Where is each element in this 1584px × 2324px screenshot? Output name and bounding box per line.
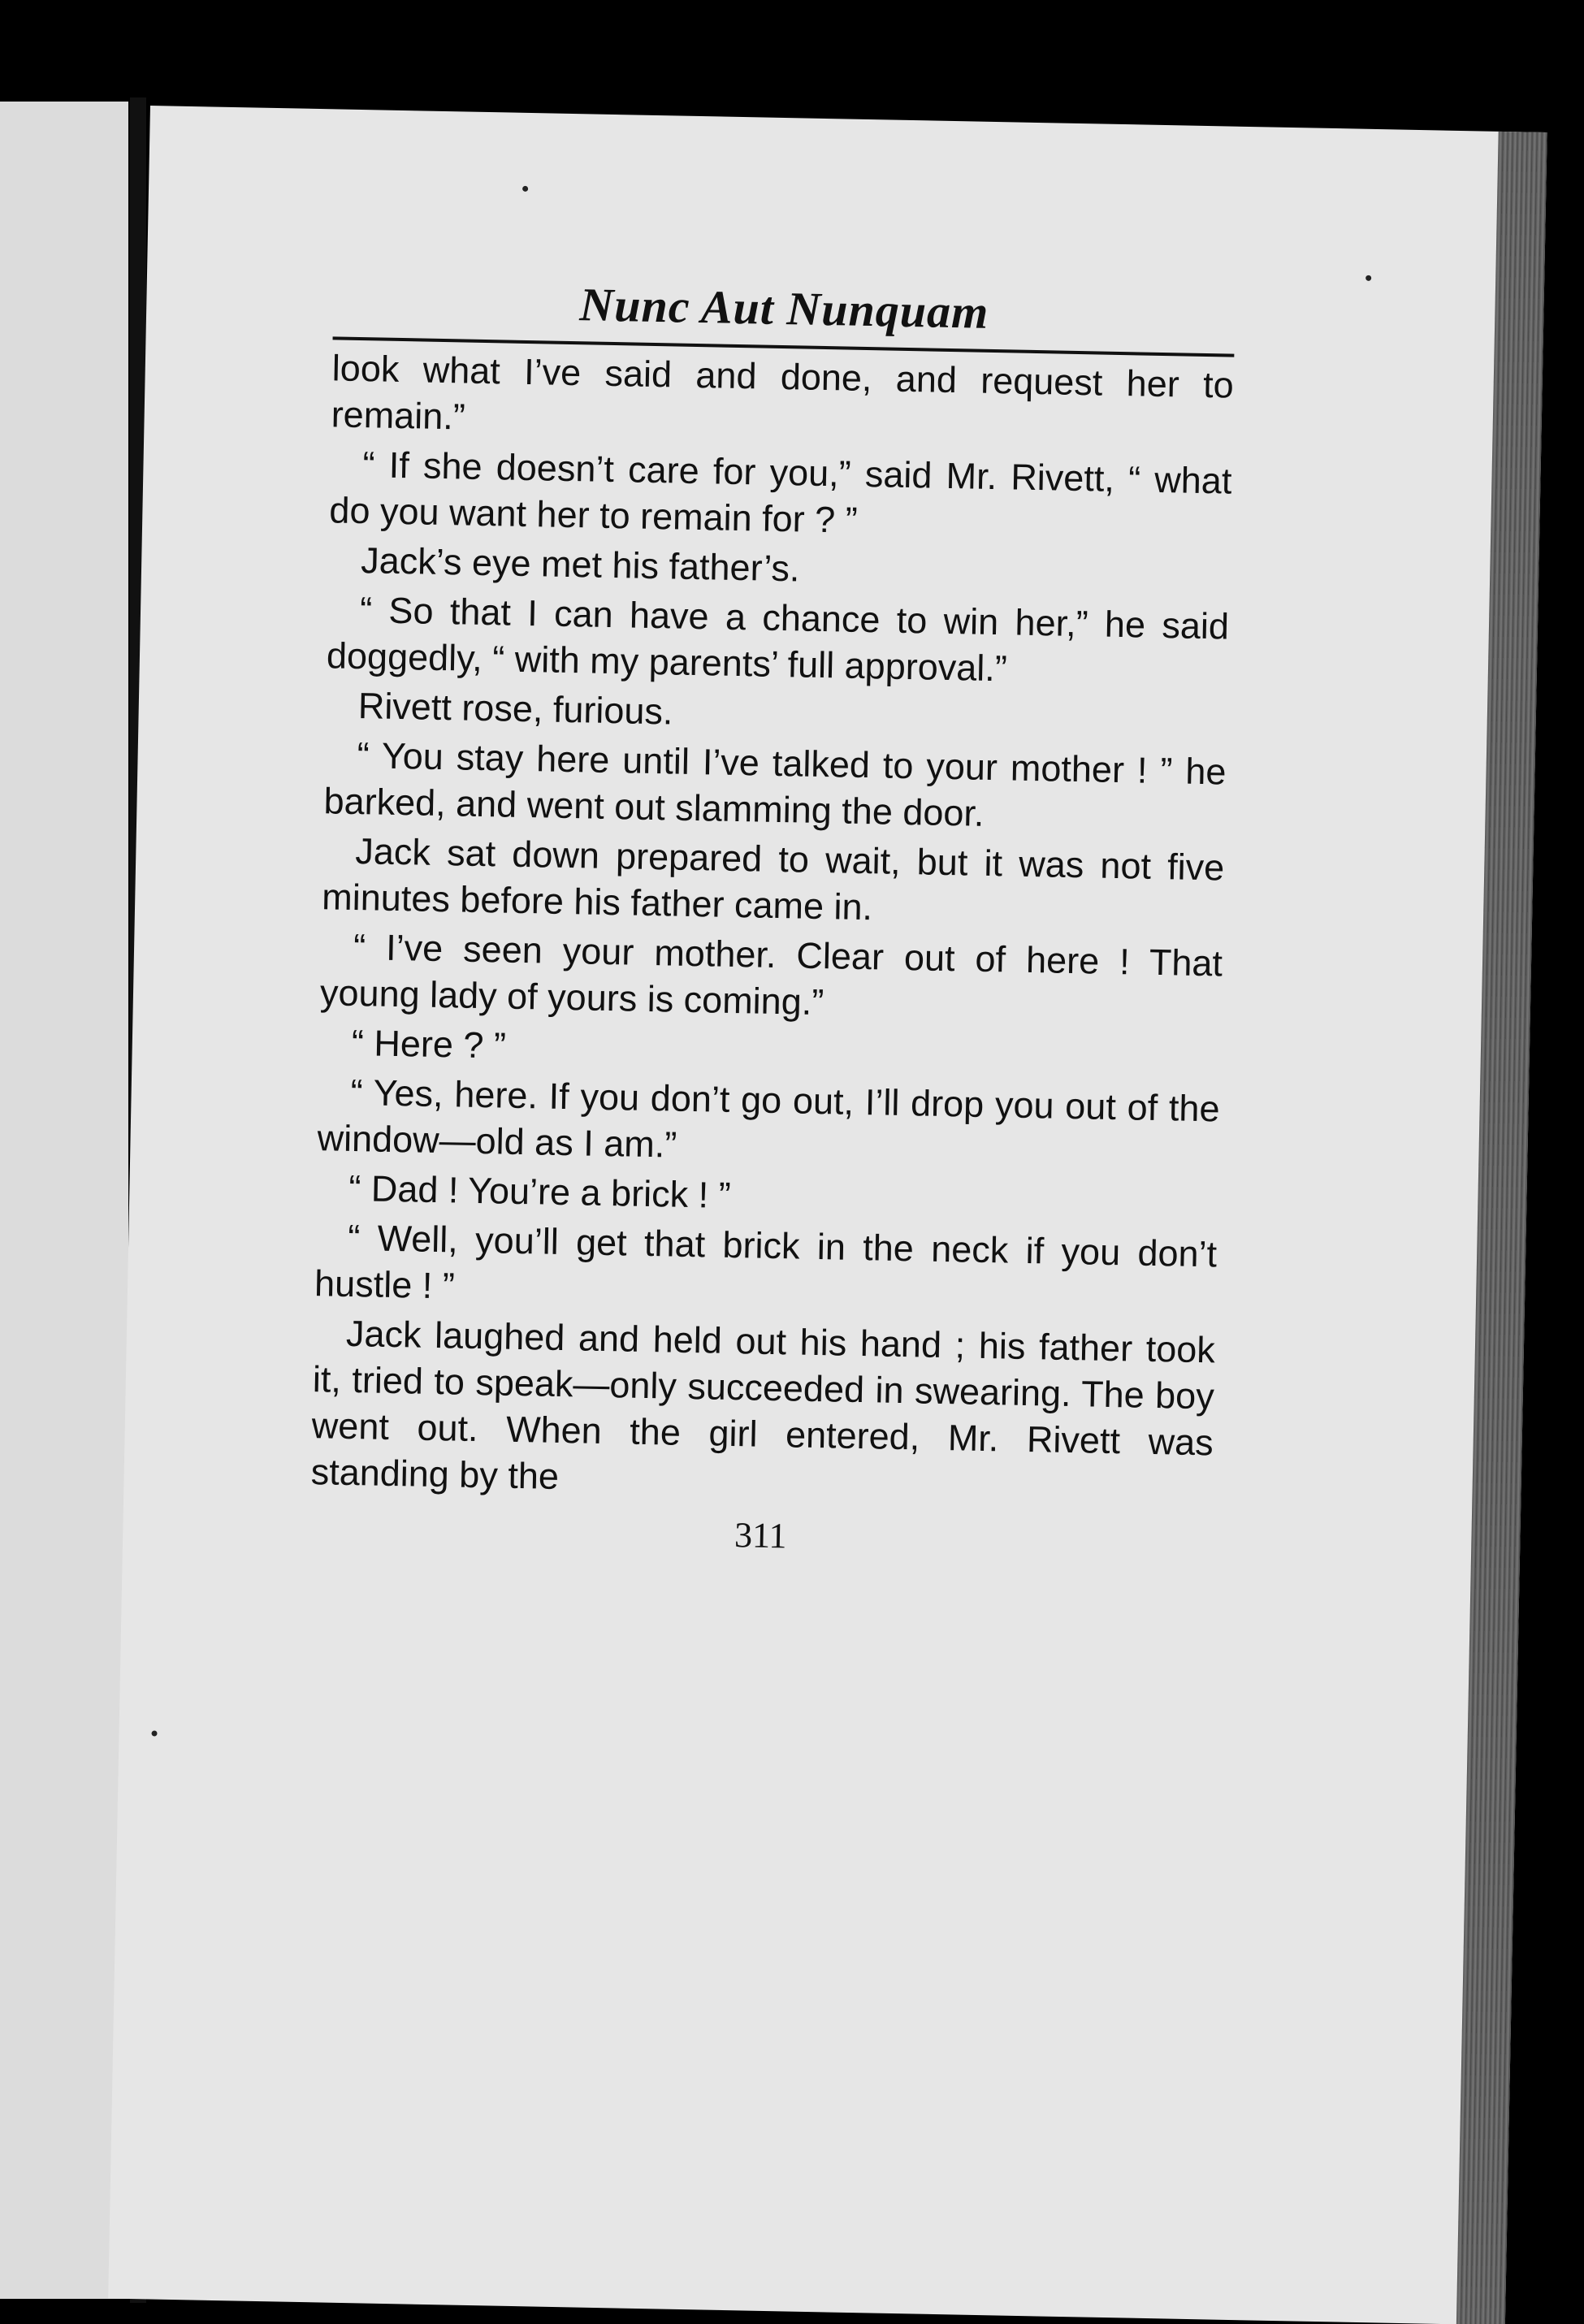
paragraph: “ Yes, here. If you don’t go out, I’ll drop you out of the window—old as I am.” [317,1071,1221,1166]
paragraph: “ If she doesn’t care for you,” said Mr. Rivett, “ what do you want her to remain for ? ” [328,444,1232,541]
paragraph: “ You stay here until I’ve talked to your mother ! ” he barked, and went out slamming the door. [323,734,1227,834]
paragraph: Jack’s eye met his father’s. [360,539,800,590]
paragraph: look what I’ve said and done, and request her to remain.” [331,347,1235,438]
paragraph: “ Dad ! You’re a brick ! ” [348,1166,732,1216]
running-head: Nunc Aut Nunquam [578,278,989,339]
dust-speck [522,186,528,192]
book-page [108,106,1547,2324]
dust-speck [151,1730,157,1736]
paragraph: “ I’ve seen your mother. Clear out of here ! That young lady of yours is coming.” [319,925,1223,1024]
page-fore-edge [1456,132,1547,2324]
previous-page-edge [0,102,128,2299]
page-content [309,271,1236,1564]
paragraph: Jack laughed and held out his hand ; his father took it, tried to speak—only succeeded in swearing. The boy went out. When the girl entered, Mr. Rivett was standing by the [310,1312,1216,1497]
body-text [310,344,1234,1512]
paragraph: “ Well, you’ll get that brick in the neck if you don’t hustle ! ” [314,1216,1218,1307]
paragraph: “ So that I can have a chance to win her,” he said doggedly, “ with my parents’ full approval.” [326,589,1230,690]
paragraph: Rivett rose, furious. [357,685,673,733]
paragraph: “ Here ? ” [351,1021,507,1067]
dust-speck [1365,275,1371,281]
paragraph: Jack sat down prepared to wait, but it was not five minutes before his father came in. [321,830,1225,928]
page-number: 311 [734,1515,787,1556]
